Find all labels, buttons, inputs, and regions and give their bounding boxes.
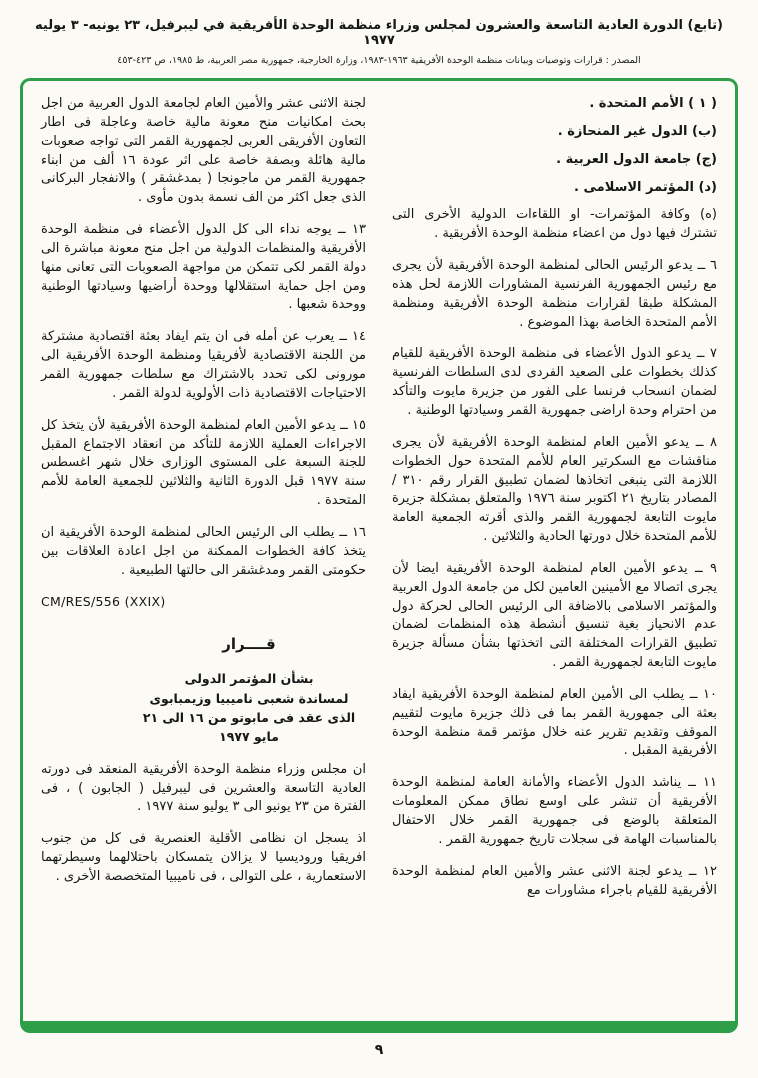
page-footer [0, 1039, 758, 1058]
page-header [0, 0, 758, 72]
list-item: (ه) وكافة المؤتمرات- او اللقاءات الدولية الأخرى التى تشترك فيها دول من اعضاء منظمة الوحدة الأفريقية . [392, 207, 717, 242]
resolution-subtitle-line: بشأن المؤتمر الدولى [184, 671, 314, 687]
page-number: ٩ [374, 1042, 384, 1058]
resolution-heading [132, 634, 366, 747]
content-frame [20, 78, 738, 1033]
paragraph-12: ١٢ ــ يدعو لجنة الاثنى عشر والأمين العام لمنظمة الوحدة الأفريقية للقيام باجراء مشاورات مع [392, 863, 717, 898]
resolution-title: قــــرار [222, 634, 276, 653]
column-right [392, 95, 717, 1015]
paragraph-15: ١٥ ــ يدعو الأمين العام لمنظمة الوحدة الأفريقية لأن يتخذ كل الاجراءات العملية اللازمة للتأكد من انعقاد الاجتماع المقبل للجنة السبعة على المستوى الوزارى خلال شهر اغسطس سنة ١٩٧٧ قبل الدورة الثانية والثلاثين للجمعية العامة للأمم المتحدة . [41, 417, 366, 509]
header-source-line: المصدر : قرارات وتوصيات وبيانات منظمة الوحدة الأفريقية ١٩٦٣-١٩٨٣، وزارة الخارجية، جمهورية مصر العربية، ط ١٩٨٥، ص ٤٢٣-٤٥٣ [117, 55, 641, 66]
resolution-reference: CM/RES/556 (XXIX) [41, 594, 166, 610]
paragraph-8: ٨ ــ يدعو الأمين العام لمنظمة الوحدة الأفريقية لأن يجرى مناقشات مع السكرتير العام للأمم المتحدة حول الخطوات اللازمة التى ينبغى اتخاذها لضمان تطبيق القرار رقم ٣١٠ / المصادر بتاريخ ٢١ اكتوبر سنة ١٩٧٦ والمتعلق بمشكلة جزيرة مايوت التابعة لجمهورية القمر والذى أقرته الجمعية العامة للأمم المتحدة خلال دورتها الحادية والثلاثين . [392, 434, 717, 545]
paragraph-6: ٦ ــ يدعو الرئيس الحالى لمنظمة الوحدة الأفريقية لأن يجرى مع رئيس الجمهورية الفرنسية المشاورات اللازمة لحل هذه المشكلة طبقا لقرارات منظمة الوحدة الأفريقية ومنظمة الأمم المتحدة الخاصة بهذا الموضوع . [392, 258, 717, 330]
paragraph-9: ٩ ــ يدعو الأمين العام لمنظمة الوحدة الأفريقية ايضا لأن يجرى اتصالا مع الأمينين العامين لكل من جامعة الدول العربية والمؤتمر الاسلامى بالاضافة الى الرئيس الحالى لحركة دول عدم الانحياز بغية تنسيق أنشطة هذه المنظمات لضمان تطبيق القرارات المختلفة التى اتخذتها بشأن مسألة جزيرة مايوت التابعة لجمهورية القمر . [392, 560, 717, 671]
column-left [41, 95, 366, 1015]
paragraph-10: ١٠ ــ يطلب الى الأمين العام لمنظمة الوحدة الأفريقية ايفاد بعثة الى جمهورية القمر بما فى ذلك جزيرة مايوت لتقييم الموقف وتقديم تقرير عنه خلال مؤتمر قمة منظمة الوحدة الأفريقية المقبل . [392, 686, 717, 759]
resolution-body-paragraph: اذ يسجل ان نظامى الأقلية العنصرية فى كل من جنوب افريقيا وروديسيا لا يزالان يتمسكان باحتلالهما وسيطرتهما الاستعمارية ، على التوالى ، فى ناميبيا المتخصصة الأخرى . [41, 831, 366, 884]
list-item: (ج) جامعة الدول العربية . [556, 151, 717, 167]
resolution-subtitle-line: الذى عقد فى مابوتو من ١٦ الى ٢١ مايو ١٩٧٧ [142, 710, 356, 745]
resolution-body-paragraph: ان مجلس وزراء منظمة الوحدة الأفريقية المنعقد فى دورته العادية التاسعة والعشرين فى ليبرفيل ( الجابون ) ، فى الفترة من ٢٣ يونيو الى ٣ يوليو سنة ١٩٧٧ . [41, 761, 366, 815]
resolution-subtitle-line: لمساندة شعبى ناميبيا وزيمبابوى [149, 690, 349, 706]
paragraph-16: ١٦ ــ يطلب الى الرئيس الحالى لمنظمة الوحدة الأفريقية ان يتخذ كافة الخطوات الممكنة من اجل اعادة العلاقات بين حكومتى القمر ومدغشقر الى حالتها الطبيعية . [41, 524, 366, 578]
list-item: ( ١ ) الأمم المتحدة . [589, 96, 717, 111]
paragraph-7: ٧ ــ يدعو الدول الأعضاء فى منظمة الوحدة الأفريقية للقيام كذلك بخطوات على الصعيد الفردى لدى السلطات الفرنسية لضمان انسحاب فرنسا على الفور من جزيرة مايوت والتأكد من احترام وحدة اراضى جمهورية القمر وسيادتها الوطنية . [392, 346, 717, 418]
paragraph-13: ١٣ ــ يوجه نداء الى كل الدول الأعضاء فى منظمة الوحدة الأفريقية والمنظمات الدولية من اجل منح معونة مباشرة الى دولة القمر لكى تتمكن من مواجهة الصعوبات التى تعانى منها ومن اجل حماية استقلالها ووحدة أراضيها وسيادتها الوطنية ووحدة شعبها . [41, 222, 366, 313]
two-column-layout [41, 95, 717, 1015]
paragraph-14: ١٤ ــ يعرب عن أمله فى ان يتم ايفاد بعثة اقتصادية مشتركة من اللجنة الاقتصادية لأفريقيا ومنظمة الوحدة الأفريقية الى مورونى لكى تحدد بالاشتراك مع سلطات جمهورية القمر الاحتياجات الاقتصادية ذات الأولوية لدولة القمر . [41, 329, 366, 401]
list-item: (ب) الدول غير المنحازة . [557, 123, 717, 139]
spacer [41, 747, 366, 761]
header-title: (تابع) الدورة العادية التاسعة والعشرون لمجلس وزراء منظمة الوحدة الأفريقية في ليبرفيل، ٢٣ يونيه- ٣ يوليه ١٩٧٧ [35, 18, 723, 48]
paragraph-continuation: لجنة الاثنى عشر والأمين العام لجامعة الدول العربية من اجل بحث امكانيات منح معونة مالية خاصة وعاجلة فى اطار التعاون الأفريقى العربى لجمهورية القمر التى تواجه صعوبات مالية هائلة وبصفة خاصة على اثر عودة ١٦ ألف من ابناء جمهورية القمر من ماجونجا ( بمدغشقر ) والانفجار البركانى الذى جعل اكثر من الف نسمة بدون مأوى . [41, 96, 366, 206]
paragraph-11: ١١ ــ يناشد الدول الأعضاء والأمانة العامة لمنظمة الوحدة الأفريقية أن تنشر على اوسع نطاق ممكن المعلومات المتعلقة بالوضع فى جمهورية القمر خلال الاحتفال بالمناسبات الهامة فى سجلات تاريخ جمهورية القمر . [392, 775, 717, 847]
list-item: (د) المؤتمر الاسلامى . [574, 179, 717, 195]
